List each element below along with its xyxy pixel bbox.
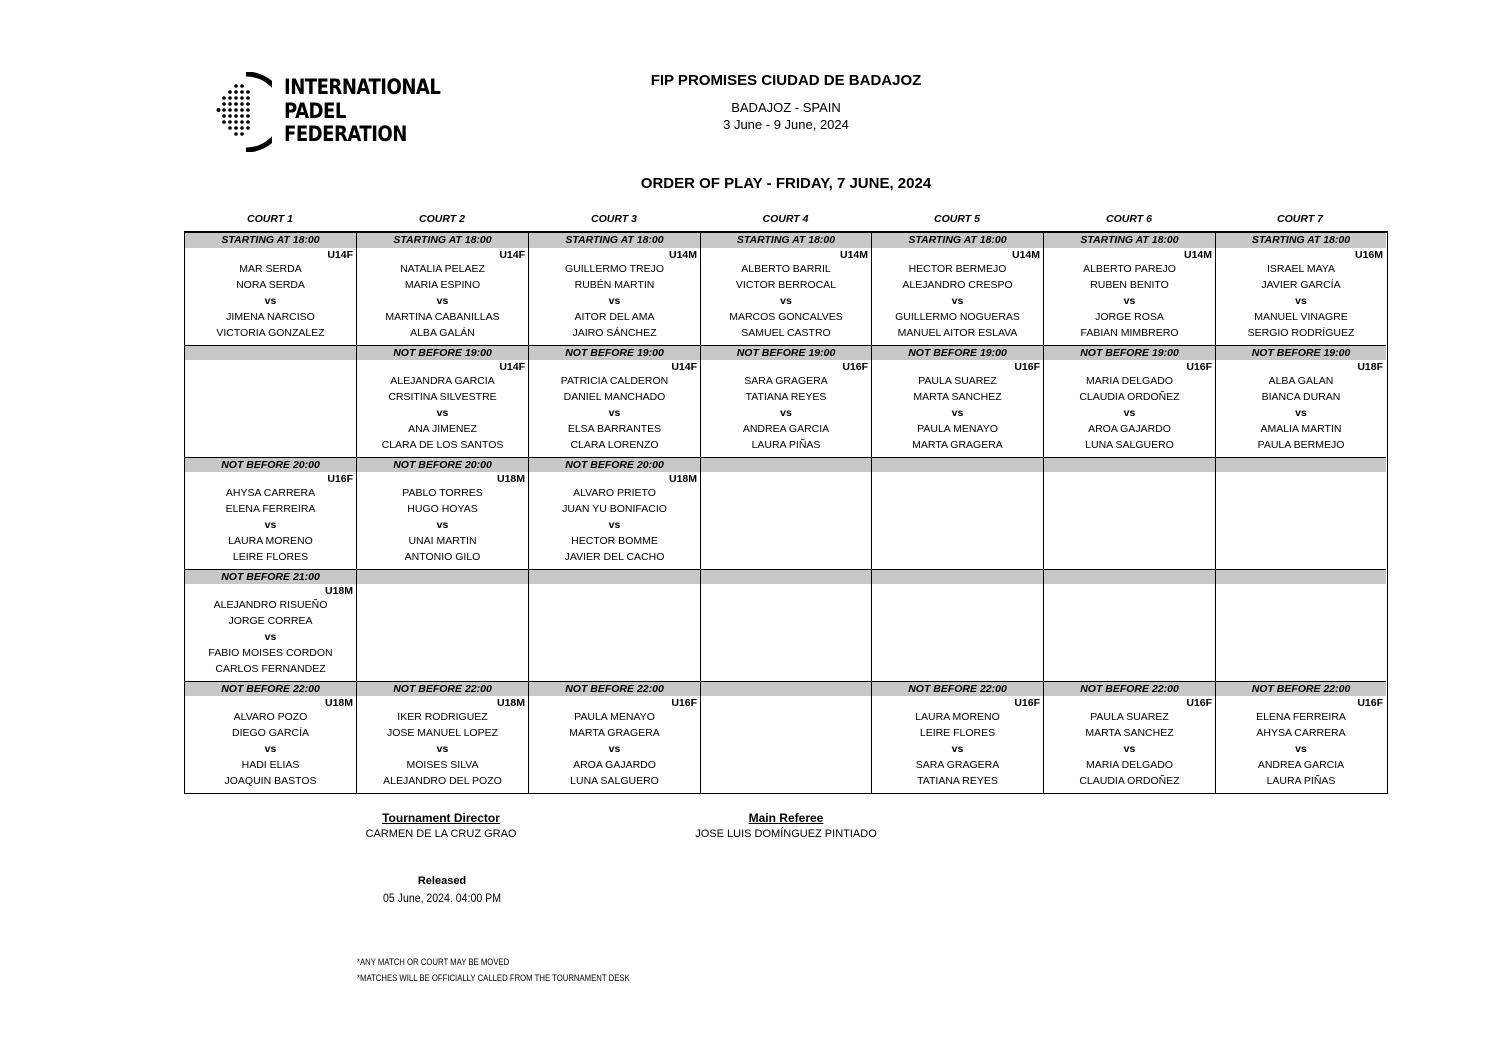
court-header: COURT 1 [247,213,293,225]
match-cell [1044,696,1216,793]
player-name: ANA JIMENEZ [408,423,477,435]
match-cell [529,696,701,793]
versus-label: vs [951,407,964,419]
player-name: PAULA SUAREZ [1090,711,1169,723]
match-cell [529,248,701,345]
player-name: PAULA MENAYO [574,711,655,723]
player-name: CLARA DE LOS SANTOS [381,439,504,451]
time-slot-label: NOT BEFORE 22:00 [1216,681,1386,696]
court-headers [184,211,1388,231]
versus-label: vs [1295,295,1307,307]
order-of-play-title: ORDER OF PLAY - FRIDAY, 7 JUNE, 2024 [640,175,932,192]
time-slot-matches [185,584,1387,681]
player-name: MARIA ESPINO [404,279,481,291]
player-name: ELSA BARRANTES [567,423,662,435]
player-name: ALEJANDRO DEL POZO [383,775,502,787]
time-slot-label [357,569,529,584]
time-slot-label [872,457,1044,472]
player-name: PATRICIA CALDERON [560,375,669,387]
player-name: MARIA DELGADO [1086,375,1173,387]
player-name: LUNA SALGUERO [570,775,659,787]
player-name: JUAN YU BONIFACIO [562,503,667,515]
time-slot-bar [185,233,1387,248]
time-slot-label: NOT BEFORE 20:00 [185,457,357,472]
match-cell [701,360,872,457]
player-name: PABLO TORRES [402,487,483,499]
ipf-logo-icon [216,72,272,152]
match-category: U18M [324,697,353,709]
player-name: DIEGO GARCÍA [231,727,309,739]
player-name: CRSITINA SILVESTRE [388,391,497,403]
player-name: MARIA DELGADO [1086,759,1173,771]
director-name: CARMEN DE LA CRUZ GRAO [365,828,517,840]
time-slot-label [701,569,872,584]
player-name: JAVIER DEL CACHO [564,551,665,563]
time-slot-label [1216,569,1386,584]
match-cell [1044,248,1216,345]
player-name: MARTA SANCHEZ [1085,727,1174,739]
player-name: TATIANA REYES [745,391,827,403]
time-slot-bar [185,681,1387,696]
versus-label: vs [436,407,449,419]
match-cell [1044,360,1216,457]
player-name: LAURA MORENO [915,711,1000,723]
time-slot-bar [185,457,1387,472]
player-name: ALBERTO PAREJO [1083,263,1176,275]
player-name: ANTONIO GILO [404,551,481,563]
versus-label: vs [608,407,621,419]
match-cell [872,584,1044,681]
match-category: U16F [842,361,868,373]
match-cell [185,360,357,457]
match-cell [872,472,1044,569]
player-name: NATALIA PELAEZ [400,263,485,275]
player-name: FABIAN MIMBRERO [1080,327,1179,339]
time-slot-label: NOT BEFORE 19:00 [357,345,529,360]
match-cell [701,696,872,793]
player-name: SERGIO RODRÍGUEZ [1247,327,1355,339]
time-slot-label: NOT BEFORE 22:00 [185,681,357,696]
player-name: LEIRE FLORES [232,551,309,563]
player-name: VICTORIA GONZALEZ [216,327,325,339]
player-name: HECTOR BOMME [571,535,658,547]
versus-label: vs [951,295,964,307]
match-cell [701,248,872,345]
time-slot-bar [185,345,1387,360]
player-name: AROA GAJARDO [1088,423,1171,435]
versus-label: vs [1295,407,1307,419]
match-cell [185,472,357,569]
player-name: HADI ELIAS [241,759,300,771]
logo-line: PADEL [284,98,346,123]
versus-label: vs [264,631,277,643]
player-name: NORA SERDA [236,279,305,291]
court-header: COURT 5 [934,213,980,225]
logo-line: INTERNATIONAL [284,75,441,99]
match-cell [1216,472,1386,569]
versus-label: vs [1123,407,1136,419]
time-slot-label: STARTING AT 18:00 [872,233,1044,248]
match-category: U14F [671,361,697,373]
versus-label: vs [1123,295,1136,307]
player-name: MOISES SILVA [406,759,479,771]
player-name: HECTOR BERMEJO [908,263,1007,275]
versus-label: vs [264,295,277,307]
player-name: MAR SERDA [239,263,302,275]
match-cell [1044,472,1216,569]
time-slot-label [1044,569,1216,584]
match-cell [357,696,529,793]
player-name: GUILLERMO NOGUERAS [895,311,1020,323]
referee-name: JOSE LUIS DOMÍNGUEZ PINTIADO [695,828,877,840]
versus-label: vs [608,519,621,531]
player-name: JORGE ROSA [1095,311,1164,323]
time-slot-label [185,345,357,360]
player-name: JIMENA NARCISO [226,311,315,323]
player-name: MARTA GRAGERA [569,727,660,739]
time-slot-label [529,569,701,584]
player-name: PAULA SUAREZ [918,375,997,387]
time-slot-label: STARTING AT 18:00 [1216,233,1386,248]
match-category: U14M [839,249,868,261]
player-name: ELENA FERREIRA [225,503,316,515]
match-cell [357,248,529,345]
released-value: 05 June, 2024. 04:00 PM [382,891,502,905]
match-category: U14F [499,249,525,261]
player-name: SARA GRAGERA [915,759,1000,771]
match-category: U14F [327,249,353,261]
time-slot-label: NOT BEFORE 22:00 [872,681,1044,696]
time-slot-label: NOT BEFORE 19:00 [1216,345,1386,360]
referee-block [646,811,926,840]
versus-label: vs [608,743,621,755]
player-name: ALBA GALÁN [410,327,475,339]
match-cell [1216,584,1386,681]
time-slot-bar [185,569,1387,584]
match-cell [185,248,357,345]
tournament-dates: 3 June - 9 June, 2024 [723,117,849,132]
match-cell [185,584,357,681]
time-slot-label: NOT BEFORE 19:00 [701,345,872,360]
player-name: CARLOS FERNANDEZ [215,663,326,675]
time-slot-label: STARTING AT 18:00 [1044,233,1216,248]
ipf-logo [216,72,441,154]
player-name: ALEJANDRO CRESPO [902,279,1013,291]
time-slot-label: NOT BEFORE 20:00 [529,457,701,472]
player-name: LEIRE FLORES [919,727,996,739]
time-slot-label: NOT BEFORE 19:00 [1044,345,1216,360]
match-category: U14M [668,249,697,261]
time-slot-label [1216,457,1386,472]
player-name: CLAUDIA ORDOÑEZ [1079,775,1180,787]
player-name: LUNA SALGUERO [1085,439,1174,451]
time-slot-label: NOT BEFORE 22:00 [529,681,701,696]
versus-label: vs [951,743,964,755]
match-category: U16F [1357,697,1383,709]
time-slot-matches [185,472,1387,569]
match-cell [1216,696,1386,793]
player-name: AMALIA MARTIN [1260,423,1342,435]
logo-text [284,76,440,147]
match-category: U18M [496,473,525,485]
time-slot-label: NOT BEFORE 22:00 [357,681,529,696]
versus-label: vs [264,743,277,755]
match-category: U16M [1354,249,1383,261]
player-name: HUGO HOYAS [407,503,478,515]
time-slot-label: NOT BEFORE 20:00 [357,457,529,472]
court-header: COURT 6 [1106,213,1152,225]
player-name: AHYSA CARRERA [225,487,316,499]
match-cell [529,360,701,457]
match-category: U16F [1014,697,1040,709]
time-slot-label: NOT BEFORE 21:00 [185,569,357,584]
player-name: BIANCA DURAN [1261,391,1341,403]
player-name: GUILLERMO TREJO [565,263,664,275]
player-name: SAMUEL CASTRO [741,327,831,339]
match-cell [701,472,872,569]
player-name: ALVARO POZO [233,711,308,723]
schedule-grid [184,231,1388,794]
match-category: U16F [1186,361,1212,373]
player-name: PAULA BERMEJO [1257,439,1345,451]
player-name: AITOR DEL AMA [574,311,655,323]
player-name: IKER RODRIGUEZ [397,711,488,723]
player-name: LAURA MORENO [228,535,313,547]
match-cell [872,696,1044,793]
match-category: U16F [1186,697,1212,709]
match-category: U16F [1014,361,1040,373]
time-slot-label: NOT BEFORE 19:00 [872,345,1044,360]
versus-label: vs [436,295,449,307]
player-name: UNAI MARTIN [408,535,477,547]
versus-label: vs [780,407,792,419]
match-cell [1216,248,1386,345]
player-name: JOAQUIN BASTOS [224,775,317,787]
player-name: DANIEL MANCHADO [563,391,666,403]
player-name: SARA GRAGERA [744,375,828,387]
court-header: COURT 4 [762,213,809,225]
match-category: U14F [499,361,525,373]
released-label: Released [417,875,467,887]
player-name: AROA GAJARDO [573,759,656,771]
player-name: FABIO MOISES CORDON [208,647,333,659]
note-line: *MATCHES WILL BE OFFICIALLY CALLED FROM THE TOURNAMENT DESK [357,973,630,983]
player-name: ALEJANDRA GARCIA [390,375,495,387]
tournament-location: BADAJOZ - SPAIN [731,100,841,115]
player-name: ELENA FERREIRA [1256,711,1346,723]
versus-label: vs [1123,743,1136,755]
player-name: MANUEL VINAGRE [1254,311,1348,323]
match-category: U18M [668,473,697,485]
match-cell [529,472,701,569]
time-slot-matches [185,248,1387,345]
player-name: ALEJANDRO RISUEÑO [213,599,328,611]
player-name: AHYSA CARRERA [1256,727,1346,739]
versus-label: vs [436,519,449,531]
match-cell [872,248,1044,345]
versus-label: vs [264,519,277,531]
time-slot-label: NOT BEFORE 22:00 [1044,681,1216,696]
time-slot-label: NOT BEFORE 19:00 [529,345,701,360]
player-name: CLAUDIA ORDOÑEZ [1079,391,1180,403]
match-cell [357,472,529,569]
match-category: U14M [1183,249,1212,261]
versus-label: vs [436,743,449,755]
released-block [342,875,542,905]
player-name: MARTA GRAGERA [912,439,1003,451]
player-name: RUBÉN MARTIN [574,279,655,291]
tournament-title: FIP PROMISES CIUDAD DE BADAJOZ [650,72,922,89]
schedule-table [184,211,1388,794]
match-category: U14M [1011,249,1040,261]
player-name: ANDREA GARCIA [1257,759,1345,771]
match-category: U18M [496,697,525,709]
director-label: Tournament Director [382,811,500,825]
match-category: U18M [324,585,353,597]
match-category: U18F [1357,361,1383,373]
player-name: JAIRO SÁNCHEZ [572,327,657,339]
match-cell [357,584,529,681]
player-name: ANDREA GARCIA [742,423,830,435]
match-cell [529,584,701,681]
match-category: U16F [327,473,353,485]
match-cell [1044,584,1216,681]
player-name: LAURA PIÑAS [1266,775,1336,787]
player-name: MARTA SANCHEZ [913,391,1002,403]
time-slot-matches [185,696,1387,793]
match-category: U16F [671,697,697,709]
versus-label: vs [1295,743,1307,755]
player-name: ALBA GALAN [1268,375,1334,387]
time-slot-label: STARTING AT 18:00 [529,233,701,248]
player-name: TATIANA REYES [917,775,998,787]
player-name: JAVIER GARCÍA [1261,279,1341,291]
match-cell [701,584,872,681]
player-name: ISRAEL MAYA [1266,263,1336,275]
player-name: MARCOS GONCALVES [729,311,843,323]
player-name: MARTINA CABANILLAS [385,311,500,323]
time-slot-matches [185,360,1387,457]
referee-label: Main Referee [748,811,824,825]
player-name: RUBEN BENITO [1090,279,1169,291]
time-slot-label [701,457,872,472]
match-cell [357,360,529,457]
time-slot-label: STARTING AT 18:00 [357,233,529,248]
match-cell [872,360,1044,457]
player-name: LAURA PIÑAS [751,439,821,451]
versus-label: vs [780,295,792,307]
time-slot-label [872,569,1044,584]
time-slot-label: STARTING AT 18:00 [701,233,872,248]
time-slot-label: STARTING AT 18:00 [185,233,357,248]
player-name: ALBERTO BARRIL [741,263,831,275]
time-slot-label [701,681,872,696]
player-name: PAULA MENAYO [917,423,998,435]
court-header: COURT 3 [591,213,637,225]
match-cell [1216,360,1386,457]
court-header: COURT 2 [419,213,465,225]
note-line: *ANY MATCH OR COURT MAY BE MOVED [357,957,510,967]
court-header: COURT 7 [1277,213,1323,225]
player-name: ALVARO PRIETO [573,487,656,499]
match-cell [185,696,357,793]
versus-label: vs [608,295,621,307]
player-name: JORGE CORREA [228,615,313,627]
player-name: MANUEL AITOR ESLAVA [897,327,1018,339]
logo-line: FEDERATION [284,122,407,146]
time-slot-label [1044,457,1216,472]
director-block [341,811,541,840]
player-name: CLARA LORENZO [570,439,659,451]
player-name: JOSE MANUEL LOPEZ [386,727,499,739]
player-name: VICTOR BERROCAL [735,279,837,291]
